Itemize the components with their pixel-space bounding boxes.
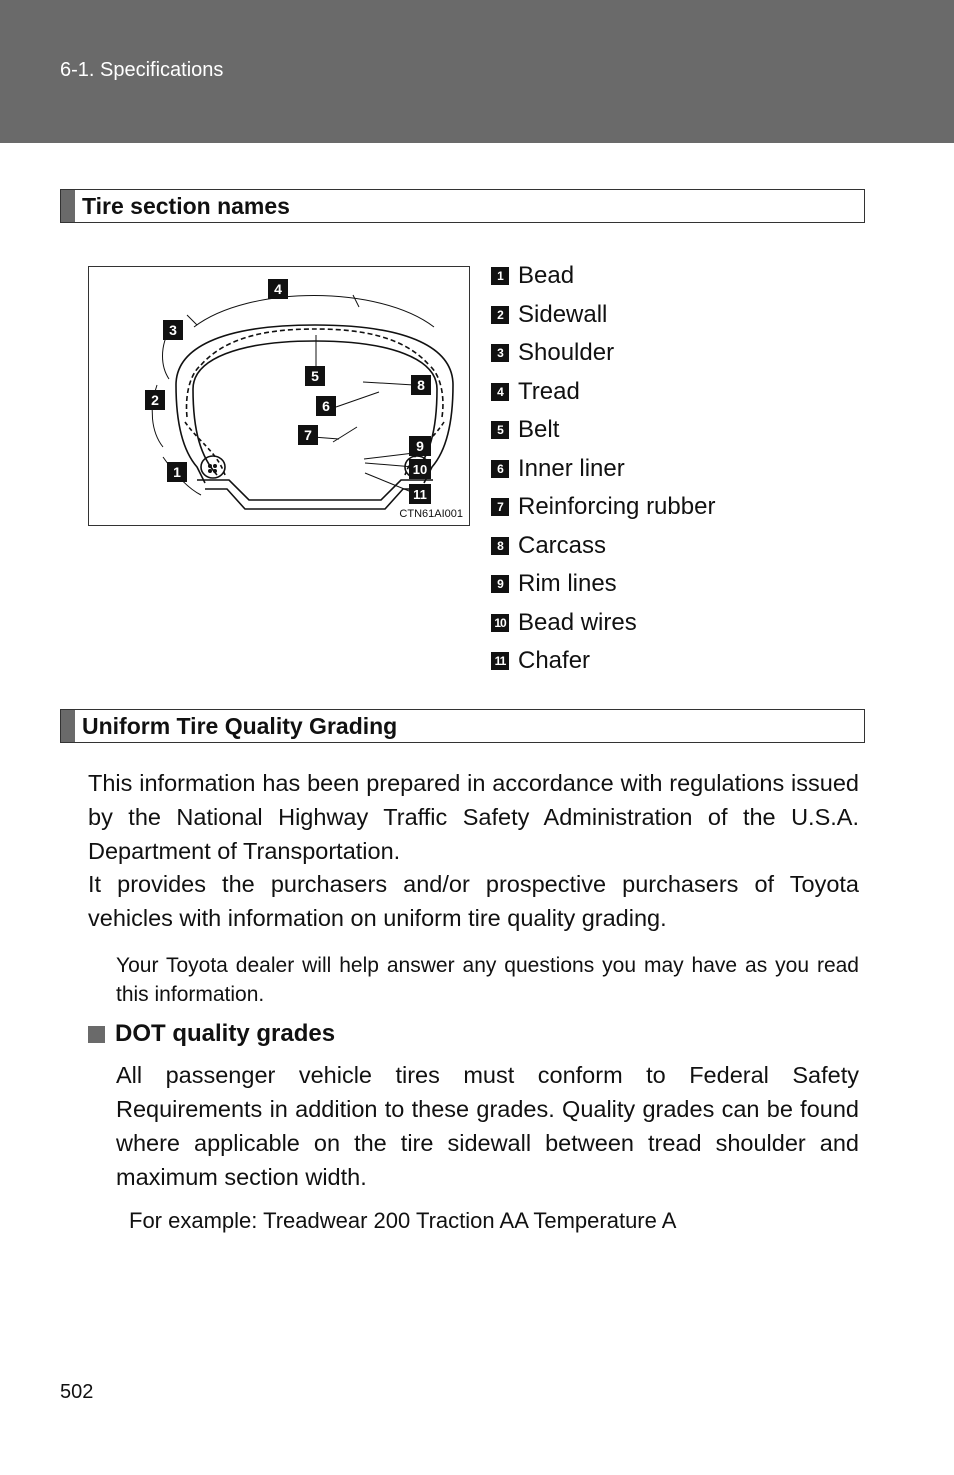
legend-item	[491, 373, 891, 412]
legend-label: Bead	[518, 262, 575, 290]
legend-number-badge: 4	[491, 383, 509, 401]
svg-text:8: 8	[417, 377, 425, 393]
legend-number-badge: 9	[491, 575, 509, 593]
legend-item	[491, 334, 891, 373]
svg-text:2: 2	[151, 392, 159, 408]
section-title: Tire section names	[82, 193, 290, 219]
section-accent	[61, 710, 75, 742]
section-title: Uniform Tire Quality Grading	[82, 713, 398, 739]
legend-number-badge: 6	[491, 460, 509, 478]
legend-item	[491, 411, 891, 450]
legend-label: Bead wires	[518, 608, 637, 636]
svg-text:3: 3	[169, 322, 177, 338]
subheading-text: DOT quality grades	[115, 1020, 336, 1047]
figure-code: CTN61AI001	[399, 508, 463, 520]
svg-text:11: 11	[413, 487, 427, 502]
legend-number-badge: 2	[491, 306, 509, 324]
svg-text:9: 9	[416, 438, 424, 454]
body-paragraph: All passenger vehicle tires must conform to Federal Safety Requirements in addition to these grades. Quality grades can be found where applicable on the tire sidewall between tread shoulder and maximum section width.	[116, 1062, 859, 1190]
legend-number-badge: 1	[491, 267, 509, 285]
legend-label: Chafer	[518, 647, 591, 675]
section-header-tire-section-names	[60, 189, 865, 223]
note-paragraph: Your Toyota dealer will help answer any questions you may have as you read this information.	[116, 954, 859, 1006]
body-paragraph: This information has been prepared in accordance with regulations issued by the National Highway Traffic Safety Administration of the U.S.A. Department of Transportation.	[88, 770, 859, 864]
legend-label: Reinforcing rubber	[518, 493, 716, 521]
svg-text:5: 5	[311, 368, 319, 384]
legend-number-badge: 7	[491, 498, 509, 516]
legend-label: Shoulder	[518, 339, 615, 367]
svg-text:7: 7	[304, 427, 312, 443]
legend-item	[491, 257, 891, 296]
breadcrumb: 6-1. Specifications	[60, 59, 224, 81]
svg-text:4: 4	[274, 281, 282, 297]
legend-number-badge: 3	[491, 344, 509, 362]
legend-item	[491, 488, 891, 527]
legend-label: Inner liner	[518, 454, 625, 482]
legend-label: Carcass	[518, 531, 607, 559]
square-bullet-icon	[88, 1026, 105, 1043]
svg-text:10: 10	[412, 462, 428, 477]
body-paragraph: It provides the purchasers and/or prospective purchasers of Toyota vehicles with information on uniform tire quality grading.	[88, 871, 859, 931]
svg-text:1: 1	[173, 464, 181, 480]
page-number: 502	[60, 1381, 94, 1403]
legend-item	[491, 450, 891, 489]
legend-label: Tread	[518, 377, 580, 405]
tire-legend	[491, 257, 891, 681]
subheading-dot-quality-grades	[88, 1020, 335, 1048]
legend-number-badge: 10	[491, 614, 509, 632]
legend-item	[491, 565, 891, 604]
tire-section-diagram	[88, 266, 470, 526]
legend-label: Rim lines	[518, 570, 617, 598]
legend-label: Belt	[518, 416, 560, 444]
svg-text:6: 6	[322, 398, 330, 414]
legend-number-badge: 11	[491, 652, 509, 670]
legend-item	[491, 642, 891, 681]
legend-number-badge: 5	[491, 421, 509, 439]
legend-label: Sidewall	[518, 300, 608, 328]
legend-item	[491, 604, 891, 643]
header-band	[0, 0, 954, 143]
section-header-uniform-tire-quality-grading	[60, 709, 865, 743]
example-text: For example: Treadwear 200 Traction AA Temperature A	[129, 1208, 677, 1233]
section-accent	[61, 190, 75, 222]
legend-number-badge: 8	[491, 537, 509, 555]
legend-item	[491, 296, 891, 335]
legend-item	[491, 527, 891, 566]
tire-cross-section-illustration	[89, 267, 469, 525]
